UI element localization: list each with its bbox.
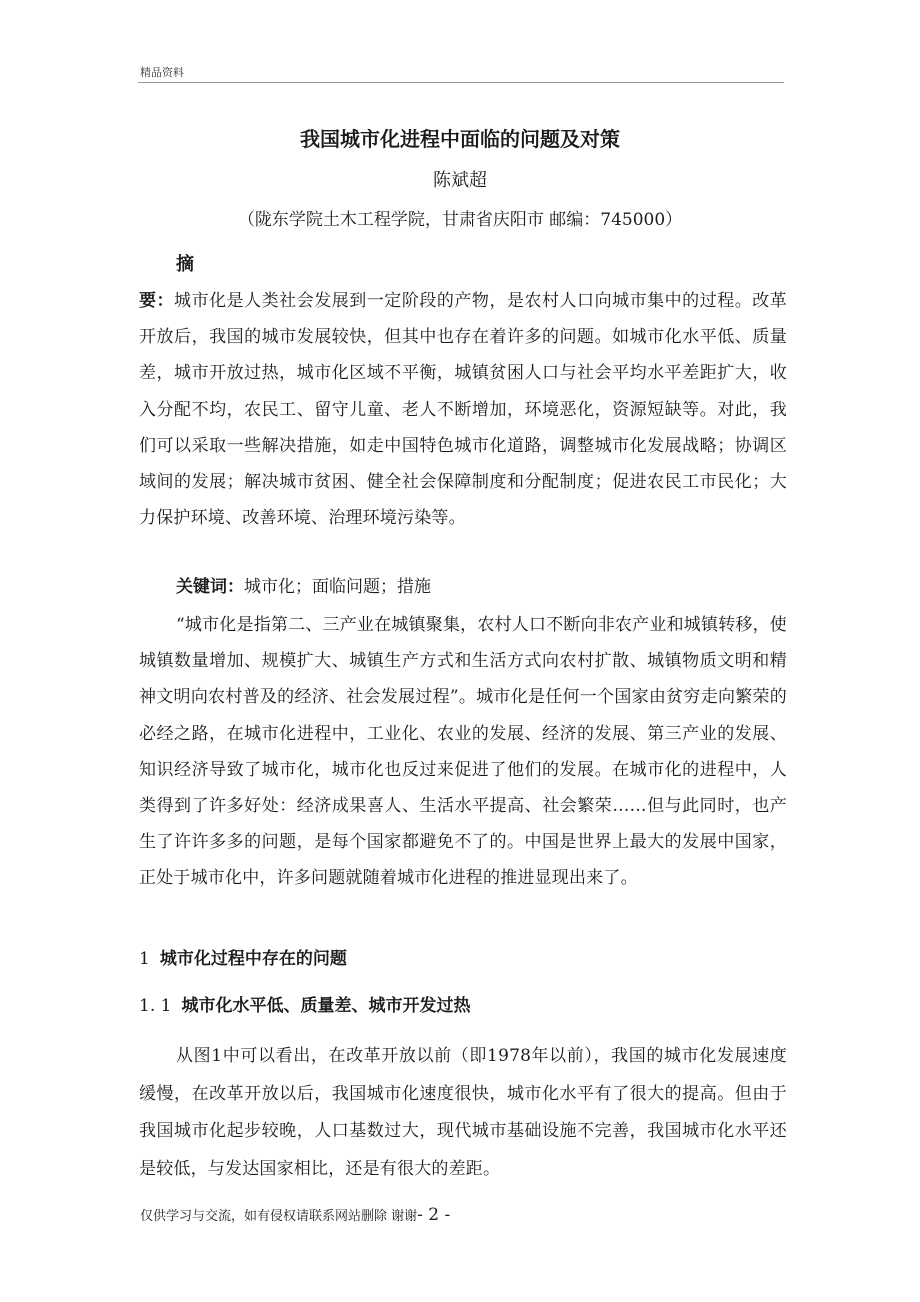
author-name: 陈斌超 <box>433 170 487 191</box>
section-1-heading <box>139 944 347 969</box>
keywords-label: 关键词： <box>176 577 244 597</box>
footer-text: 仅供学习与交流，如有侵权请联系网站删除 谢谢 <box>140 1209 418 1224</box>
author-affiliation: （陇东学院土木工程学院，甘肃省庆阳市 邮编：745000） <box>237 210 683 230</box>
section-1-title: 城市化过程中存在的问题 <box>159 949 347 969</box>
intro-paragraph: “城市化是指第二、三产业在城镇聚集，农村人口不断向非农产业和城镇转移，使城镇数量增加、规模扩大、城镇生产方式和生活方式向农村扩散、城镇物质文明和精神文明向农村普及的经济、社会发展过程”。城市化是任何一个国家由贫穷走向繁荣的必经之路，在城市化进程中，工业化、农业的发展、经济的发展、第三产业的发展、知识经济导致了城市化，城市化也反过来促进了他们的发展。在城市化的进程中，人类得到了许多好处：经济成果喜人、生活水平提高、社会繁荣……但与此同时，也产生了许许多多的问题，是每个国家都避免不了的。中国是世界上最大的发展中国家，正处于城市化中，许多问题就随着城市化进程的推进显现出来了。 <box>139 615 787 889</box>
section-1-1-paragraph: 从图1中可以看出，在改革开放以前（即1978年以前），我国的城市化发展速度缓慢，在改革开放以后，我国城市化速度很快，城市化水平有了很大的提高。但由于我国城市化起步较晚，人口基数过大，现代城市基础设施不完善，我国城市化水平还是较低，与发达国家相比，还是有很大的差距。 <box>139 1046 787 1179</box>
section-1-number: 1 <box>139 949 150 969</box>
abstract-body <box>139 283 787 536</box>
paper-title: 我国城市化进程中面临的问题及对策 <box>300 127 620 151</box>
section-1-1-heading <box>139 991 470 1016</box>
page-footer <box>140 1205 450 1225</box>
section-1-1-number: 1. 1 <box>139 996 172 1016</box>
abstract-label: 要： <box>139 291 175 311</box>
page-number: - 2 - <box>417 1205 451 1225</box>
header-rule <box>138 82 784 83</box>
abstract-heading: 摘 <box>176 254 194 275</box>
header-label: 精品资料 <box>140 66 184 79</box>
abstract-text: 城市化是人类社会发展到一定阶段的产物，是农村人口向城市集中的过程。改革开放后，我国的城市发展较快，但其中也存在着许多的问题。如城市化水平低、质量差，城市开放过热，城市化区域不平衡，城镇贫困人口与社会平均水平差距扩大，收入分配不均，农民工、留守儿童、老人不断增加，环境恶化，资源短缺等。对此，我们可以采取一些解决措施，如走中国特色城市化道路，调整城市化发展战略；协调区域间的发展；解决城市贫困、健全社会保障制度和分配制度；促进农民工市民化；大力保护环境、改善环境、治理环境污染等。 <box>139 291 787 529</box>
keywords-text: 城市化；面临问题；措施 <box>244 577 431 597</box>
keywords <box>176 572 431 597</box>
section-1-1-title: 城市化水平低、质量差、城市开发过热 <box>181 996 471 1016</box>
